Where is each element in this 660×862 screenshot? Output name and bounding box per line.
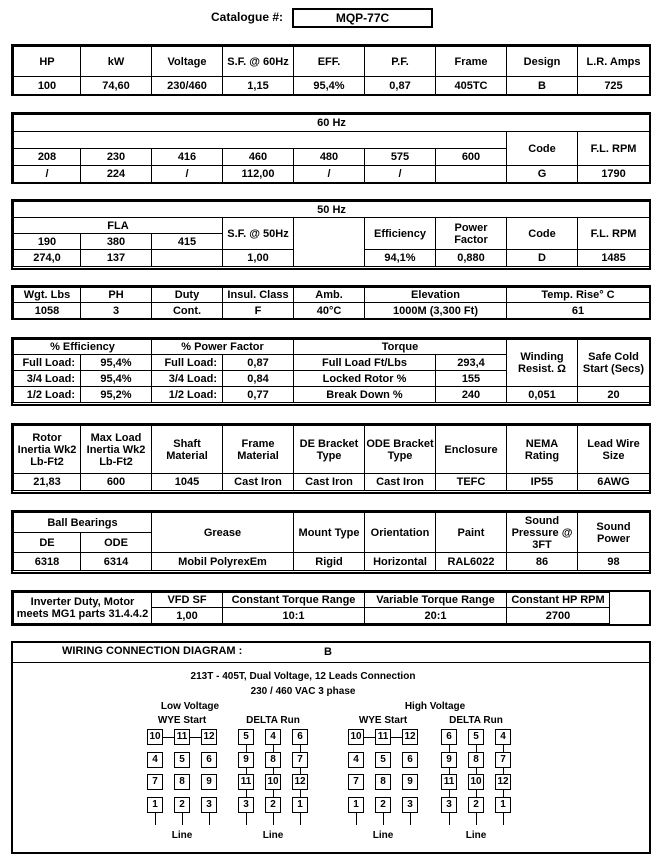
perf-locked: 155 (436, 371, 507, 387)
mech-hdr-enclosure: Enclosure (436, 426, 507, 474)
mech-rotor-inertia: 21,83 (14, 474, 81, 491)
wiring-title: WIRING CONNECTION DIAGRAM : (62, 645, 243, 657)
val-lr-amps: 725 (578, 77, 650, 95)
high-delta-lead-2 (476, 813, 477, 825)
hz50-blank (294, 218, 365, 267)
low-delta-label: DELTA Run (246, 715, 300, 726)
perf-34-label: 3/4 Load: (14, 371, 81, 387)
hz50-a-380: 137 (81, 250, 152, 267)
high-wye-label: WYE Start (358, 715, 408, 726)
bearing-orient-label: Orientation (365, 513, 436, 553)
hz60-v-416: 416 (152, 149, 223, 166)
perf-12-eff: 95,2% (81, 387, 152, 403)
misc-hdr-ph: PH (81, 288, 152, 303)
high-wye-lead-2 (383, 813, 384, 825)
terminal-box: 3 (201, 797, 217, 813)
terminal-box: 5 (238, 729, 254, 745)
perf-12-pf: 0,77 (223, 387, 294, 403)
terminal-box: 11 (238, 774, 254, 790)
perf-34-pf-label: 3/4 Load: (152, 371, 223, 387)
terminal-box: 1 (348, 797, 364, 813)
bearing-grease-label: Grease (152, 513, 294, 553)
hz60-blank (14, 132, 507, 149)
terminal-box: 10 (348, 729, 364, 745)
bearing-spl: 86 (507, 553, 578, 571)
mech-enclosure: TEFC (436, 474, 507, 491)
inverter-ct: 10:1 (223, 608, 365, 624)
hz60-table (13, 114, 650, 183)
terminal-box: 4 (495, 729, 511, 745)
hz50-title: 50 Hz (14, 202, 650, 218)
hz50-code-label: Code (507, 218, 578, 250)
inverter-duty-label: Inverter Duty, Motor meets MG1 parts 31.4.4.2 (14, 593, 152, 624)
terminal-box: 5 (174, 752, 190, 768)
high-delta-lead-3 (503, 813, 504, 825)
high-delta-lead-1 (449, 813, 450, 825)
hz50-pf-label: Power Factor (436, 218, 507, 250)
terminal-box: 5 (375, 752, 391, 768)
hz60-a-600 (436, 166, 507, 183)
mech-lead-wire: 6AWG (578, 474, 650, 491)
low-wye-lead-3 (209, 813, 210, 825)
low-wye-lead-2 (182, 813, 183, 825)
inverter-table (13, 592, 610, 624)
perf-winding-label: Winding Resist. Ω (507, 340, 578, 387)
high-delta-line-label: Line (465, 830, 487, 841)
terminal-box: 12 (402, 729, 418, 745)
hz50-code: D (507, 250, 578, 267)
wiring-code: B (324, 646, 332, 658)
bearing-spl-label: Sound Pressure @ 3FT (507, 513, 578, 553)
low-delta-lead-3 (300, 813, 301, 825)
terminal-box: 3 (402, 797, 418, 813)
perf-full-label: Full Load: (14, 355, 81, 371)
high-wye-line-label: Line (372, 830, 394, 841)
terminal-box: 1 (495, 797, 511, 813)
perf-34-pf: 0,84 (223, 371, 294, 387)
terminal-box: 10 (265, 774, 281, 790)
perf-safe: 20 (578, 387, 650, 403)
low-delta-lead-2 (273, 813, 274, 825)
hz60-a-480: / (294, 166, 365, 183)
terminal-box: 12 (292, 774, 308, 790)
misc-elev: 1000M (3,300 Ft) (365, 303, 507, 319)
hz50-fla-label: FLA (14, 218, 223, 234)
mech-nema: IP55 (507, 474, 578, 491)
hz50-v-415: 415 (152, 234, 223, 250)
misc-ph: 3 (81, 303, 152, 319)
terminal-box: 2 (174, 797, 190, 813)
misc-duty: Cont. (152, 303, 223, 319)
mech-hdr-rotor-inertia: Rotor Inertia Wk2 Lb-Ft2 (14, 426, 81, 474)
val-frame: 405TC (436, 77, 507, 95)
perf-full-pf-label: Full Load: (152, 355, 223, 371)
misc-hdr-temp: Temp. Rise° C (507, 288, 650, 303)
hz50-a-190: 274,0 (14, 250, 81, 267)
bearing-table (13, 512, 650, 571)
perf-full-torque-label: Full Load Ft/Lbs (294, 355, 436, 371)
misc-temp: 61 (507, 303, 650, 319)
bearing-mount-label: Mount Type (294, 513, 365, 553)
hz60-a-230: 224 (81, 166, 152, 183)
hdr-hp: HP (14, 47, 81, 77)
terminal-box: 6 (402, 752, 418, 768)
val-voltage: 230/460 (152, 77, 223, 95)
hz60-rpm-label: F.L. RPM (578, 132, 650, 166)
hz60-a-460: 112,00 (223, 166, 294, 183)
wiring-high-label: High Voltage (404, 701, 466, 712)
low-wye-label: WYE Start (157, 715, 207, 726)
inverter-hp-label: Constant HP RPM (507, 593, 610, 608)
ratings-table (13, 46, 650, 95)
mech-hdr-lead-wire: Lead Wire Size (578, 426, 650, 474)
bearing-swl: 98 (578, 553, 650, 571)
perf-pf-title: % Power Factor (152, 340, 294, 355)
hz50-sf-label: S.F. @ 50Hz (223, 218, 294, 250)
hdr-eff: EFF. (294, 47, 365, 77)
mech-hdr-shaft: Shaft Material (152, 426, 223, 474)
hz60-code: G (507, 166, 578, 183)
bearing-paint: RAL6022 (436, 553, 507, 571)
hz50-table (13, 201, 650, 267)
terminal-box: 2 (468, 797, 484, 813)
val-sf60: 1,15 (223, 77, 294, 95)
wiring-line2: 230 / 460 VAC 3 phase (250, 686, 356, 697)
low-delta-lead-1 (246, 813, 247, 825)
misc-insul: F (223, 303, 294, 319)
val-hp: 100 (14, 77, 81, 95)
perf-torque-title: Torque (294, 340, 507, 355)
terminal-box: 2 (265, 797, 281, 813)
bearing-ode: 6314 (81, 553, 152, 571)
terminal-box: 6 (441, 729, 457, 745)
hdr-frame: Frame (436, 47, 507, 77)
misc-weight: 1058 (14, 303, 81, 319)
inverter-hp: 2700 (507, 608, 610, 624)
hdr-kw: kW (81, 47, 152, 77)
hz60-rpm: 1790 (578, 166, 650, 183)
inverter-vfd: 1,00 (152, 608, 223, 624)
hz60-v-600: 600 (436, 149, 507, 166)
terminal-box: 2 (375, 797, 391, 813)
high-delta-label: DELTA Run (449, 715, 503, 726)
val-pf: 0,87 (365, 77, 436, 95)
mech-hdr-max-inertia: Max Load Inertia Wk2 Lb-Ft2 (81, 426, 152, 474)
inverter-ct-label: Constant Torque Range (223, 593, 365, 608)
terminal-box: 8 (375, 774, 391, 790)
terminal-box: 6 (292, 729, 308, 745)
hdr-lr-amps: L.R. Amps (578, 47, 650, 77)
terminal-box: 12 (201, 729, 217, 745)
misc-amb: 40°C (294, 303, 365, 319)
terminal-box: 8 (174, 774, 190, 790)
wiring-low-label: Low Voltage (160, 701, 220, 712)
misc-hdr-weight: Wgt. Lbs (14, 288, 81, 303)
hz60-v-208: 208 (14, 149, 81, 166)
terminal-box: 1 (147, 797, 163, 813)
bearing-orient: Horizontal (365, 553, 436, 571)
hdr-sf60: S.F. @ 60Hz (223, 47, 294, 77)
mech-ode-bracket: Cast Iron (365, 474, 436, 491)
hz50-sf: 1,00 (223, 250, 294, 267)
hz50-v-190: 190 (14, 234, 81, 250)
terminal-box: 12 (495, 774, 511, 790)
terminal-box: 8 (265, 752, 281, 768)
wiring-divider (13, 662, 649, 663)
terminal-box: 11 (441, 774, 457, 790)
terminal-box: 9 (402, 774, 418, 790)
hz50-pf: 0,880 (436, 250, 507, 267)
terminal-box: 11 (375, 729, 391, 745)
perf-safe-label: Safe Cold Start (Secs) (578, 340, 650, 387)
perf-full-pf: 0,87 (223, 355, 294, 371)
terminal-box: 3 (441, 797, 457, 813)
mech-table (13, 425, 650, 491)
terminal-box: 7 (495, 752, 511, 768)
hdr-design: Design (507, 47, 578, 77)
terminal-box: 4 (265, 729, 281, 745)
misc-hdr-duty: Duty (152, 288, 223, 303)
hz50-eff-label: Efficiency (365, 218, 436, 250)
mech-max-inertia: 600 (81, 474, 152, 491)
bearing-ode-label: ODE (81, 533, 152, 553)
bearing-paint-label: Paint (436, 513, 507, 553)
low-delta-line-label: Line (262, 830, 284, 841)
perf-breakdown-label: Break Down % (294, 387, 436, 403)
wiring-line1: 213T - 405T, Dual Voltage, 12 Leads Connection (190, 671, 416, 682)
terminal-box: 5 (468, 729, 484, 745)
high-wye-lead-1 (356, 813, 357, 825)
perf-full-eff: 95,4% (81, 355, 152, 371)
val-design: B (507, 77, 578, 95)
perf-12-pf-label: 1/2 Load: (152, 387, 223, 403)
terminal-box: 9 (238, 752, 254, 768)
perf-breakdown: 240 (436, 387, 507, 403)
val-eff: 95,4% (294, 77, 365, 95)
terminal-box: 10 (147, 729, 163, 745)
terminal-box: 11 (174, 729, 190, 745)
terminal-box: 7 (292, 752, 308, 768)
terminal-box: 6 (201, 752, 217, 768)
misc-hdr-amb: Amb. (294, 288, 365, 303)
perf-full-torque: 293,4 (436, 355, 507, 371)
catalogue-label: Catalogue #: (211, 10, 284, 24)
bearing-de: 6318 (14, 553, 81, 571)
terminal-box: 3 (238, 797, 254, 813)
bearing-mount: Rigid (294, 553, 365, 571)
bearing-de-label: DE (14, 533, 81, 553)
terminal-box: 10 (468, 774, 484, 790)
hz60-a-416: / (152, 166, 223, 183)
terminal-box: 9 (441, 752, 457, 768)
perf-34-eff: 95,4% (81, 371, 152, 387)
hz60-v-230: 230 (81, 149, 152, 166)
catalogue-number: MQP-77C (292, 8, 433, 28)
inverter-vt-label: Variable Torque Range (365, 593, 507, 608)
mech-hdr-ode-bracket: ODE Bracket Type (365, 426, 436, 474)
mech-frame: Cast Iron (223, 474, 294, 491)
terminal-box: 7 (147, 774, 163, 790)
val-kw: 74,60 (81, 77, 152, 95)
perf-eff-title: % Efficiency (14, 340, 152, 355)
perf-winding: 0,051 (507, 387, 578, 403)
mech-shaft: 1045 (152, 474, 223, 491)
mech-hdr-de-bracket: DE Bracket Type (294, 426, 365, 474)
misc-hdr-elev: Elevation (365, 288, 507, 303)
terminal-box: 4 (348, 752, 364, 768)
hz60-a-208: / (14, 166, 81, 183)
hz60-v-460: 460 (223, 149, 294, 166)
mech-hdr-nema: NEMA Rating (507, 426, 578, 474)
misc-table (13, 287, 650, 319)
inverter-vfd-label: VFD SF (152, 593, 223, 608)
hz60-title: 60 Hz (14, 115, 650, 132)
hz50-v-380: 380 (81, 234, 152, 250)
hz60-v-575: 575 (365, 149, 436, 166)
terminal-box: 4 (147, 752, 163, 768)
hz60-a-575: / (365, 166, 436, 183)
hz50-a-415 (152, 250, 223, 267)
mech-de-bracket: Cast Iron (294, 474, 365, 491)
perf-table (13, 339, 650, 403)
perf-locked-label: Locked Rotor % (294, 371, 436, 387)
hz50-rpm: 1485 (578, 250, 650, 267)
inverter-vt: 20:1 (365, 608, 507, 624)
bearing-swl-label: Sound Power (578, 513, 650, 553)
hz50-eff: 94,1% (365, 250, 436, 267)
high-wye-lead-3 (410, 813, 411, 825)
terminal-box: 1 (292, 797, 308, 813)
low-wye-lead-1 (155, 813, 156, 825)
terminal-box: 8 (468, 752, 484, 768)
hz60-v-480: 480 (294, 149, 365, 166)
perf-12-label: 1/2 Load: (14, 387, 81, 403)
bearing-title: Ball Bearings (14, 513, 152, 533)
bearing-grease: Mobil PolyrexEm (152, 553, 294, 571)
hz50-rpm-label: F.L. RPM (578, 218, 650, 250)
mech-hdr-frame: Frame Material (223, 426, 294, 474)
low-wye-line-label: Line (171, 830, 193, 841)
terminal-box: 7 (348, 774, 364, 790)
hz60-code-label: Code (507, 132, 578, 166)
misc-hdr-insul: Insul. Class (223, 288, 294, 303)
terminal-box: 9 (201, 774, 217, 790)
hdr-pf: P.F. (365, 47, 436, 77)
hdr-voltage: Voltage (152, 47, 223, 77)
